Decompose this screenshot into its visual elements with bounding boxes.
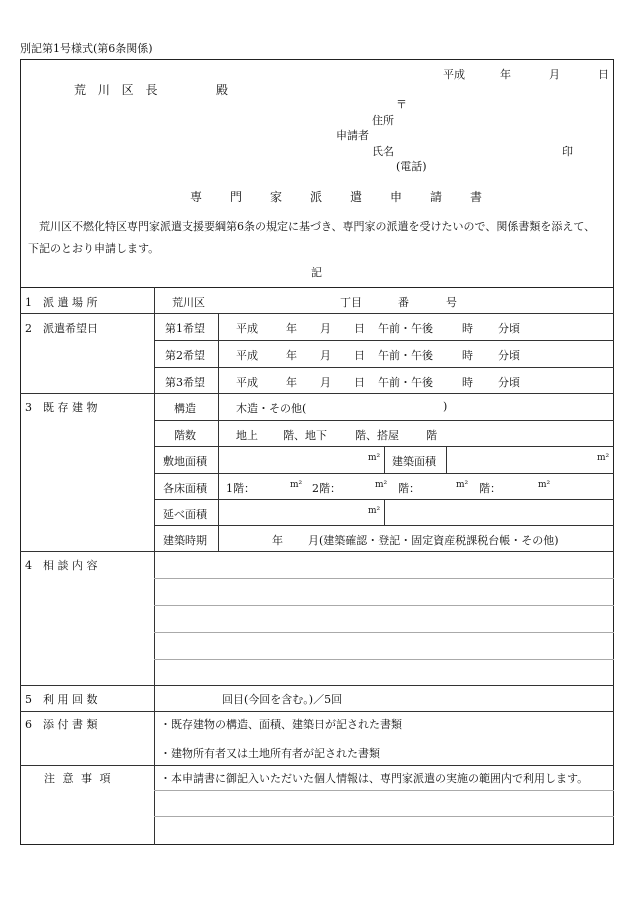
floor-4-label: 階： [479,482,501,495]
month-unit: 月 [320,376,331,389]
section-1-label: 1 派 遣 場 所 [25,296,98,309]
floors-penthouse: 階、搭屋 [355,429,399,442]
floors-unit: 階 [426,429,437,442]
building-area-unit: m² [597,453,610,463]
hour-unit: 時 [462,349,473,362]
floors-label: 階数 [174,429,196,442]
section-5-label: 5 利 用 回 数 [25,693,98,706]
date-day-unit: 日 [598,68,609,81]
postal-mark: 〒 [396,98,407,111]
consult-line [154,578,614,579]
floor-3-label: 階： [398,482,420,495]
ampm: 午前・午後 [378,322,433,335]
seal-mark: 印 [562,145,573,158]
structure-close: ) [443,400,448,413]
ampm: 午前・午後 [378,376,433,389]
notes-label: 注 意 事 項 [44,772,113,785]
hour-unit: 時 [462,322,473,335]
applicant-label: 申請者 [336,129,369,142]
floors-above: 地上 [236,429,258,442]
ampm: 午前・午後 [378,349,433,362]
floor-area-label: 各床面積 [163,482,207,495]
built-month-detail: 月(建築確認・登記・固定資産税課税台帳・その他) [308,534,559,547]
date-month-unit: 月 [549,68,560,81]
date-era: 平成 [443,68,465,81]
date-year-unit: 年 [500,68,511,81]
address-label: 住所 [372,114,394,127]
structure-value: 木造・その他( [236,402,307,415]
month-unit: 月 [320,322,331,335]
phone-label: (電話) [396,160,427,173]
era: 平成 [236,322,258,335]
floor-3-unit: m² [456,480,469,490]
site-area-unit: m² [368,453,381,463]
consult-line [154,632,614,633]
site-area-label: 敷地面積 [163,455,207,468]
section-6-label: 6 添 付 書 類 [25,718,98,731]
document-title: 専門家派遣申請書 [190,190,511,204]
floor-1-label: 1階： [226,482,255,495]
location-ban: 番 [398,296,409,309]
consult-line [154,659,614,660]
notes-line [154,790,614,791]
day-unit: 日 [354,322,365,335]
notes-line [154,816,614,817]
total-area-unit: m² [368,506,381,516]
day-unit: 日 [354,349,365,362]
year-unit: 年 [286,376,297,389]
building-area-label: 建築面積 [392,455,436,468]
ki-label: 記 [311,266,322,279]
structure-label: 構造 [174,402,196,415]
minute-unit: 分頃 [498,349,520,362]
minute-unit: 分頃 [498,376,520,389]
hour-unit: 時 [462,376,473,389]
choice-label: 第1希望 [165,322,205,335]
year-unit: 年 [286,322,297,335]
floor-1-unit: m² [290,480,303,490]
section-3-label: 3 既 存 建 物 [25,401,98,414]
usage-count: 回目(今回を含む。)／5回 [222,693,343,706]
floor-2-unit: m² [375,480,388,490]
day-unit: 日 [354,376,365,389]
built-year-unit: 年 [272,534,283,547]
name-label: 氏名 [372,145,394,158]
choice-label: 第3希望 [165,376,205,389]
built-label: 建築時期 [163,534,207,547]
attachment-item-1: ・既存建物の構造、面積、建築日が記された書類 [160,718,402,731]
minute-unit: 分頃 [498,322,520,335]
notes-item-1: ・本申請書に御記入いただいた個人情報は、専門家派遣の実施の範囲内で利用します。 [160,772,589,785]
attachment-item-2: ・建物所有者又は土地所有者が記された書類 [160,747,380,760]
section-4-label: 4 相 談 内 容 [25,559,98,572]
floor-4-unit: m² [538,480,551,490]
floor-2-label: 2階： [312,482,341,495]
location-go: 号 [446,296,457,309]
honorific: 殿 [216,83,229,97]
total-area-label: 延べ面積 [163,508,207,521]
consult-line [154,605,614,606]
era: 平成 [236,349,258,362]
location-ward: 荒川区 [172,296,205,309]
month-unit: 月 [320,349,331,362]
application-statement: 荒川区不燃化特区専門家派遣支援要綱第6条の規定に基づき、専門家の派遣を受けたいので、関係書類を添えて、下記のとおり申請します。 [28,220,596,255]
addressee: 荒 川 区 長 [74,83,162,97]
year-unit: 年 [286,349,297,362]
era: 平成 [236,376,258,389]
choice-label: 第2希望 [165,349,205,362]
form-number: 別記第1号様式(第6条関係) [20,42,153,55]
location-chome: 丁目 [340,296,362,309]
floors-basement: 階、地下 [283,429,327,442]
section-2-label: 2 派遣希望日 [25,322,98,335]
